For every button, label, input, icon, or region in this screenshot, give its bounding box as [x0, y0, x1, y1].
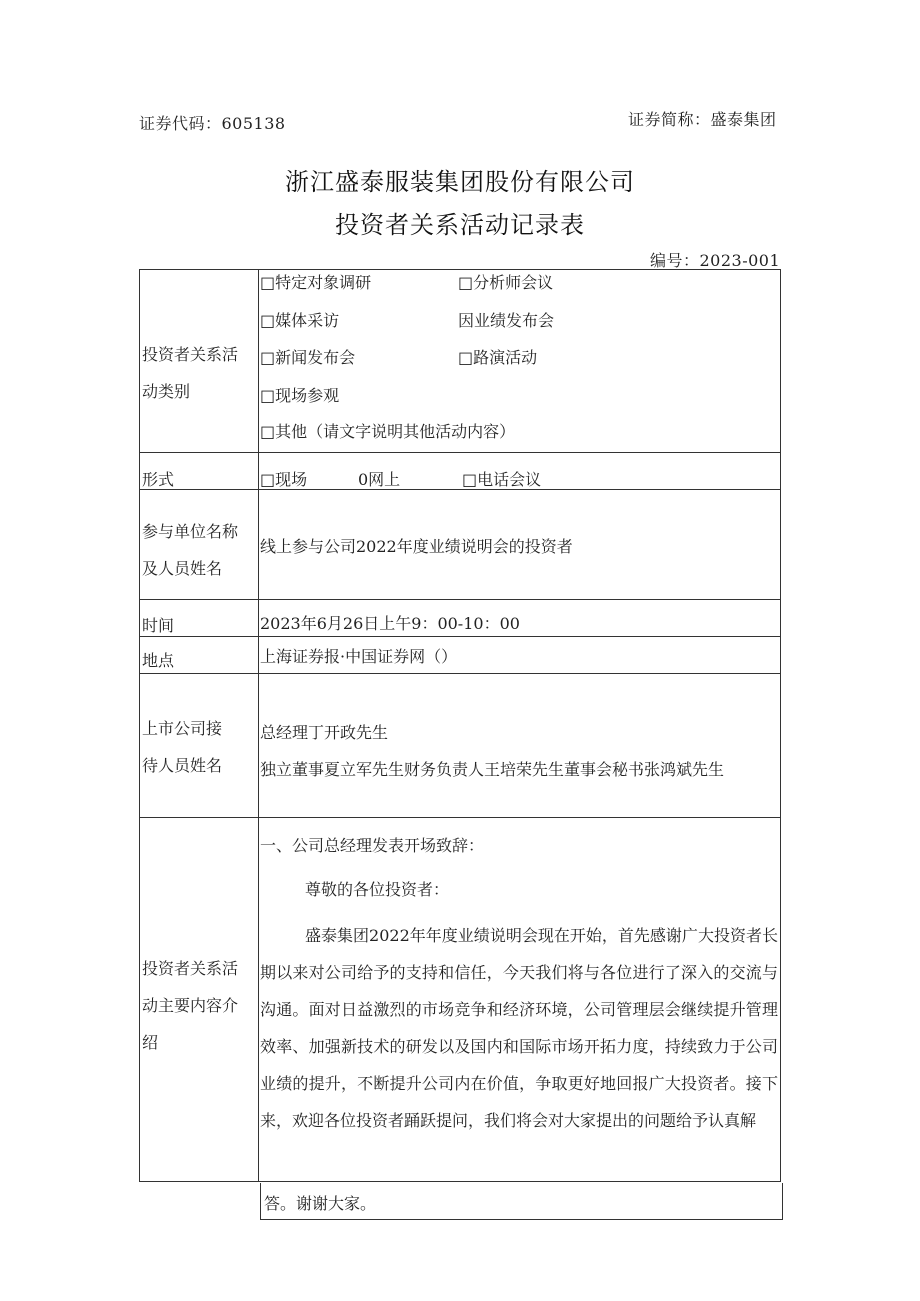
stock-code: 证券代码：605138 — [139, 114, 286, 133]
content-greeting: 尊敬的各位投资者： — [305, 880, 450, 899]
row-divider — [140, 599, 780, 600]
form-onsite: □现场 — [260, 470, 308, 489]
time-label: 时间 — [142, 616, 175, 635]
reception-line-2: 独立董事夏立军先生财务负责人王培荣先生董事会秘书张鸿斌先生 — [260, 760, 725, 779]
location-label: 地点 — [142, 651, 175, 670]
form-label: 形式 — [142, 470, 175, 489]
content-heading: 一、公司总经理发表开场致辞： — [260, 836, 485, 855]
activity-type-label: 投资者关系活 动类别 — [142, 345, 239, 401]
content-continuation: 答。谢谢大家。 — [264, 1194, 377, 1213]
content-label: 投资者关系活 动主要内容介 绍 — [142, 959, 239, 1052]
stock-short-name: 证券简称：盛泰集团 — [628, 110, 777, 129]
record-table — [139, 269, 781, 1182]
option-roadshow: □路演活动 — [458, 348, 538, 367]
column-divider — [258, 270, 259, 1181]
continuation-cell — [260, 1183, 783, 1220]
company-title: 浙江盛泰服装集团股份有限公司 — [285, 168, 635, 196]
participants-value: 线上参与公司2022年度业绩说明会的投资者 — [260, 537, 573, 556]
option-press-conference: □新闻发布会 — [260, 348, 356, 367]
form-title: 投资者关系活动记录表 — [335, 211, 585, 239]
reception-line-1: 总经理丁开政先生 — [260, 723, 389, 742]
option-other: □其他（请文字说明其他活动内容） — [260, 422, 516, 441]
reception-label: 上市公司接 待人员姓名 — [142, 719, 223, 775]
form-online: 0网上 — [358, 470, 401, 489]
option-analyst-meeting: □分析师会议 — [458, 273, 554, 292]
serial-number: 编号：2023-001 — [650, 251, 781, 270]
option-site-visit: □现场参观 — [260, 386, 340, 405]
row-divider — [140, 817, 780, 818]
time-value: 2023年6月26日上午9：00-10：00 — [260, 614, 520, 633]
option-media-interview: □媒体采访 — [260, 311, 340, 330]
row-divider — [140, 452, 780, 453]
row-divider — [140, 489, 780, 490]
row-divider — [140, 673, 780, 674]
option-targeted-research: □特定对象调研 — [260, 273, 372, 292]
form-phone: □电话会议 — [462, 470, 542, 489]
option-earnings-briefing: 因业绩发布会 — [458, 311, 555, 330]
participants-label: 参与单位名称 及人员姓名 — [142, 522, 239, 578]
location-value: 上海证券报·中国证券网（） — [260, 647, 458, 666]
content-body: 盛泰集团2022年年度业绩说明会现在开始，首先感谢广大投资者长期以来对公司给予的支持和信任，今天我们将与各位进行了深入的交流与沟通。面对日益激烈的市场竞争和经济环境，公司管理层会继续提升管理效率、加强新技术的研发以及国内和国际市场开拓力度，持续致力于公司业绩的提升，不断提升公司内在价值，争取更好地回报广大投资者。接下来，欢迎各位投资者踊跃提问，我们将会对大家提出的问题给予认真解 — [260, 926, 778, 1130]
